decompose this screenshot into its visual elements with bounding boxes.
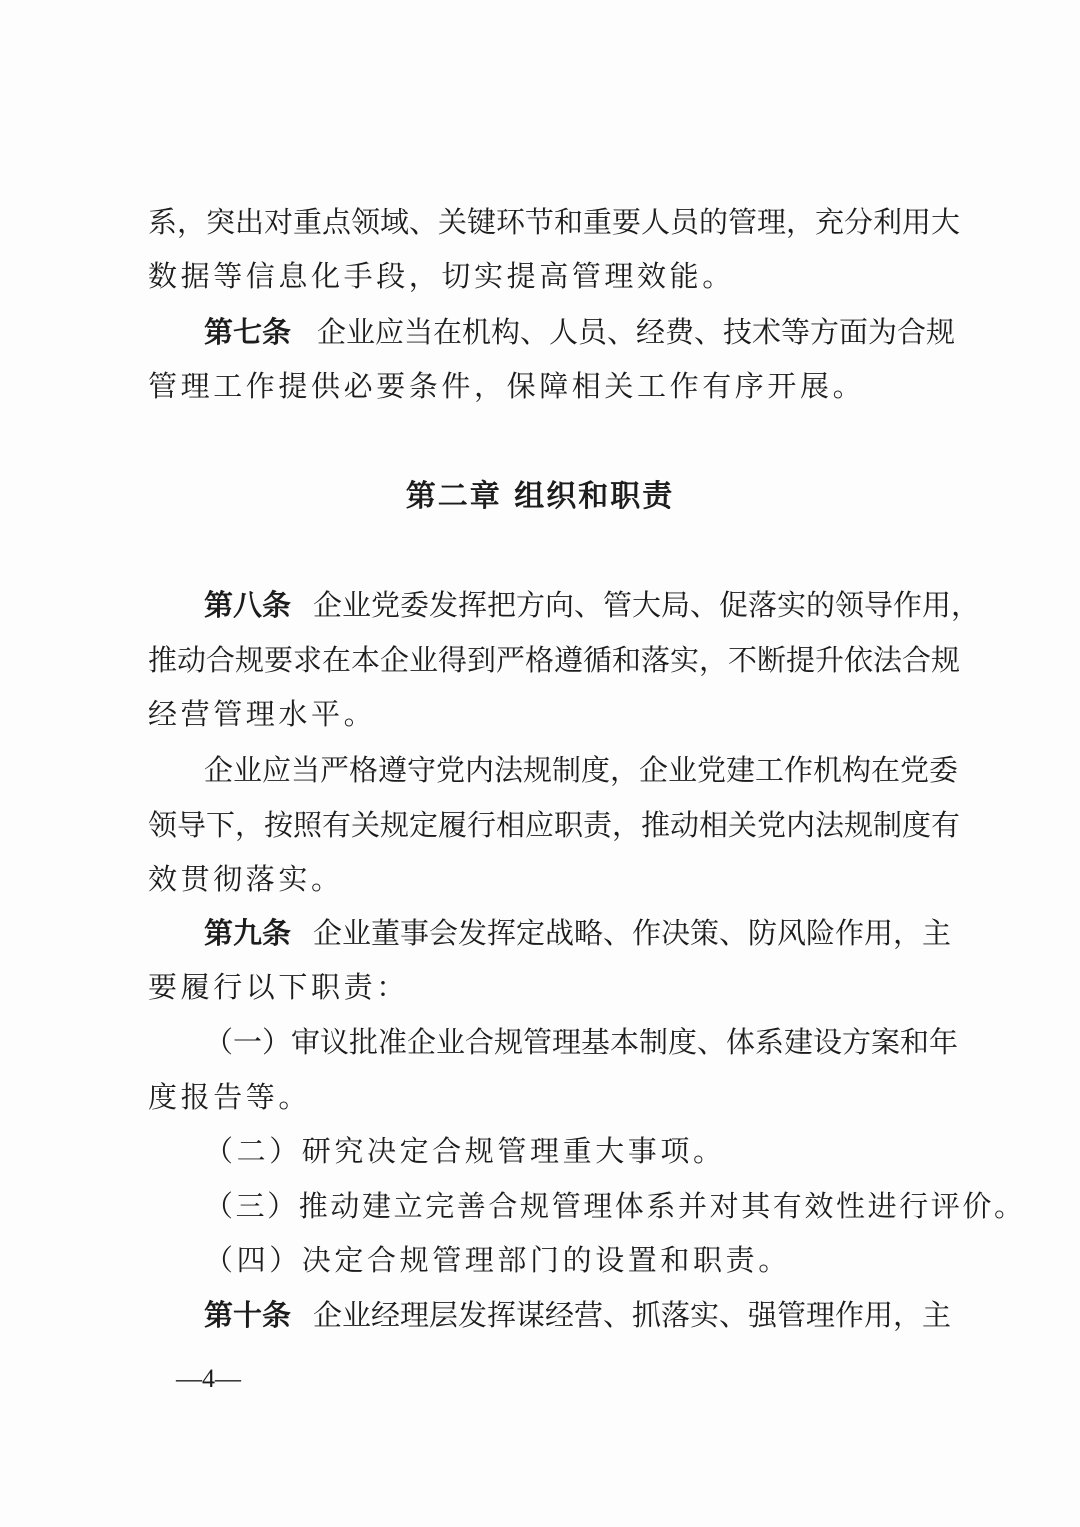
list-item: （二）研究决定合规管理重大事项。 (204, 1134, 726, 1168)
text-line: 企业应当严格遵守党内法规制度，企业党建工作机构在党委 (204, 753, 959, 787)
article-10-text: 企业经理层发挥谋经营、抓落实、强管理作用，主 (313, 1298, 952, 1332)
text-line: 效贯彻落实。 (148, 862, 344, 896)
article-9-line-1 (148, 913, 952, 953)
text-line: 管理工作提供必要条件，保障相关工作有序开展。 (148, 369, 866, 403)
text-line: 经营管理水平。 (148, 697, 377, 731)
list-item: （三）推动建立完善合规管理体系并对其有效性进行评价。 (204, 1189, 1026, 1223)
text-line: 要履行以下职责： (148, 970, 409, 1004)
article-8-title: 第八条 (204, 588, 292, 622)
text-line: 系，突出对重点领域、关键环节和重要人员的管理，充分利用大 (148, 205, 961, 239)
article-10-title: 第十条 (204, 1298, 292, 1332)
article-7-text: 企业应当在机构、人员、经费、技术等方面为合规 (317, 315, 956, 349)
list-item-continuation: 度报告等。 (148, 1080, 312, 1114)
page-number: —4— (176, 1364, 241, 1393)
text-line: 推动合规要求在本企业得到严格遵循和落实，不断提升依法合规 (148, 643, 961, 677)
list-item: （一）审议批准企业合规管理基本制度、体系建设方案和年 (204, 1025, 959, 1059)
article-7-line-1 (148, 312, 956, 352)
text-line: 领导下，按照有关规定履行相应职责，推动相关党内法规制度有 (148, 808, 961, 842)
article-10-line-1 (148, 1295, 952, 1335)
article-9-title: 第九条 (204, 916, 292, 950)
article-7-title: 第七条 (204, 315, 292, 349)
article-8-text: 企业党委发挥把方向、管大局、促落实的领导作用， (313, 588, 981, 622)
chapter-heading: 第二章 组织和职责 (405, 479, 675, 514)
article-8-line-1 (148, 585, 981, 625)
text-line: 数据等信息化手段，切实提高管理效能。 (148, 259, 735, 293)
article-9-text: 企业董事会发挥定战略、作决策、防风险作用，主 (313, 916, 952, 950)
list-item: （四）决定合规管理部门的设置和职责。 (204, 1243, 791, 1277)
